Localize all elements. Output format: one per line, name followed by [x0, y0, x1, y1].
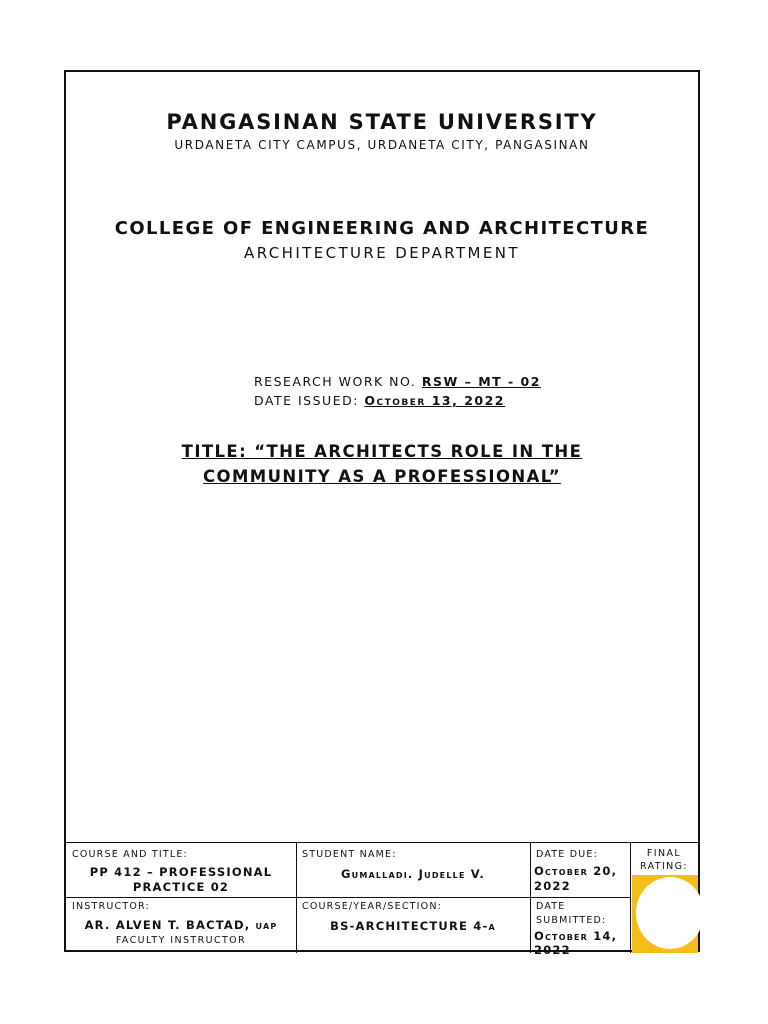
date-submitted-line-1: October 14,: [534, 929, 618, 943]
student-label: STUDENT NAME:: [302, 849, 397, 860]
date-submitted-label-2: SUBMITTED:: [536, 915, 607, 926]
title-line-2: COMMUNITY AS A PROFESSIONAL”: [203, 467, 561, 486]
date-issued-value: October 13, 2022: [364, 393, 506, 408]
final-rating-label-1: FINAL: [646, 848, 682, 859]
date-due-line-2: 2022: [534, 879, 571, 893]
department-name: ARCHITECTURE DEPARTMENT: [244, 244, 520, 262]
date-due-label: DATE DUE:: [536, 849, 599, 860]
research-work-line: [254, 374, 541, 389]
title-line-1: TITLE: “THE ARCHITECTS ROLE IN THE: [181, 442, 583, 461]
college-name: COLLEGE OF ENGINEERING AND ARCHITECTURE: [114, 218, 650, 239]
table-divider: [296, 843, 297, 953]
research-work-value: RSW – MT - 02: [421, 374, 541, 389]
date-issued-label: DATE ISSUED:: [254, 393, 365, 408]
course-label: COURSE AND TITLE:: [72, 849, 188, 860]
campus-address: URDANETA CITY CAMPUS, URDANETA CITY, PANGASINAN: [174, 138, 590, 152]
research-work-label: RESEARCH WORK NO.: [254, 374, 422, 389]
final-rating-label-2: RATING:: [639, 861, 689, 872]
info-table: [66, 842, 698, 957]
course-line-1: PP 412 – PROFESSIONAL: [89, 865, 273, 879]
student-name: Gumalladi. Judelle V.: [341, 867, 485, 881]
table-divider: [630, 843, 631, 953]
course-line-2: PRACTICE 02: [132, 880, 230, 894]
cover-frame: [64, 70, 700, 957]
table-row-divider: [66, 897, 630, 898]
table-divider: [530, 843, 531, 953]
instructor-label: INSTRUCTOR:: [72, 901, 150, 912]
instructor-role: FACULTY INSTRUCTOR: [115, 935, 247, 946]
course-year-section-value: BS-ARCHITECTURE 4-a: [330, 919, 496, 933]
course-year-section-label: COURSE/YEAR/SECTION:: [302, 901, 443, 912]
university-name: PANGASINAN STATE UNIVERSITY: [166, 110, 598, 134]
date-due-line-1: October 20,: [534, 864, 618, 878]
rating-circle: [636, 877, 704, 949]
instructor-name: AR. ALVEN T. BACTAD, uap: [84, 918, 278, 932]
date-issued-line: [254, 393, 505, 408]
date-submitted-line-2: 2022: [534, 943, 571, 957]
date-submitted-label-1: DATE: [536, 901, 566, 912]
